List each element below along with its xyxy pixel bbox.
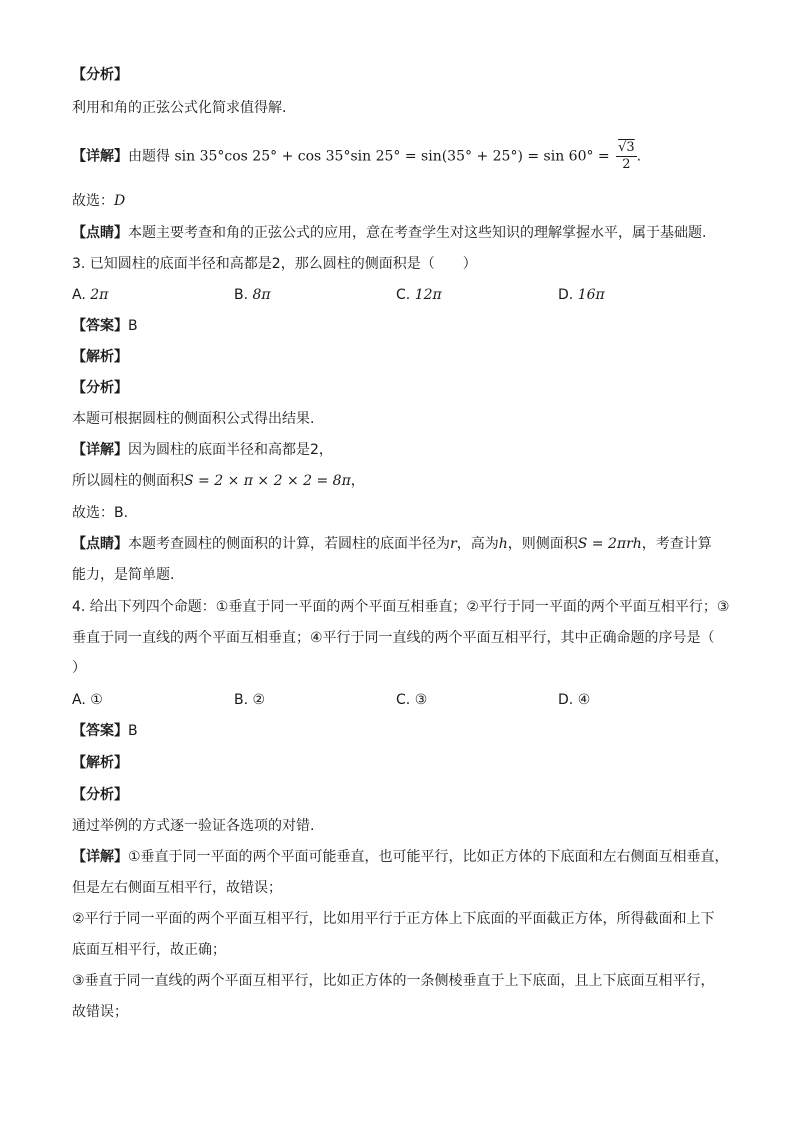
q3-detail-line [72, 439, 754, 461]
option-value: ② [252, 692, 266, 708]
detail-formula: sin 35°cos 25° + cos 35°sin 25° = sin(35° + 25°) = sin 60° = [174, 148, 610, 165]
option-value: 12π [414, 287, 442, 303]
answer-tag: 【答案】 [72, 723, 128, 739]
point-text: ，则侧面积 [507, 536, 578, 552]
q4-detail-line-2: ②平行于同一平面的两个平面互相平行，比如用平行于正方体上下底面的平面截正方体，所得截面和上下 [72, 911, 715, 927]
analysis-text: 利用和角的正弦公式化简求值得解. [72, 100, 287, 116]
option-letter: C. [396, 287, 411, 303]
q3-detail-line-2 [72, 470, 754, 492]
option-value: 8π [252, 287, 271, 303]
q3-answer-line [72, 315, 754, 337]
answer-value: B [128, 723, 138, 739]
detail-tag: 【详解】 [72, 442, 128, 458]
option-letter: D. [558, 287, 574, 303]
option-letter: A. [72, 287, 86, 303]
q3-option-c [396, 284, 442, 306]
detail-lead: 由题得 [128, 148, 170, 165]
option-letter: B. [234, 692, 249, 708]
option-letter: C. [396, 692, 411, 708]
analysis-tag: 【分析】 [72, 380, 128, 396]
option-value: ③ [414, 692, 428, 708]
analysis-tag: 【分析】 [72, 67, 128, 83]
q3-point-line-2: 能力，是简单题. [72, 567, 175, 583]
point-tag: 【点睛】 [72, 536, 128, 552]
q3-point-line [72, 533, 754, 555]
q3-option-a [72, 284, 108, 306]
fraction-denominator: 2 [622, 157, 631, 172]
q4-option-c [396, 689, 427, 711]
q4-detail-line-2b: 底面互相平行，故正确； [72, 942, 226, 958]
q4-option-b [234, 689, 265, 711]
explain-tag: 【解析】 [72, 349, 128, 365]
detail-text: 因为圆柱的底面半径和高都是2， [128, 442, 333, 458]
lateral-area-formula: S = 2πrh [577, 536, 642, 552]
radius-symbol: r [450, 536, 457, 552]
point-text: ，高为 [456, 536, 499, 552]
q3-option-b [234, 284, 271, 306]
area-formula: S = 2 × π × 2 × 2 = 8π [184, 473, 351, 489]
detail-line [72, 140, 754, 173]
choose-value: D [114, 193, 126, 209]
detail-tag: 【详解】 [72, 849, 128, 865]
q4-answer-line [72, 720, 754, 742]
detail-tag: 【详解】 [72, 148, 128, 165]
q4-detail-line-1 [72, 846, 754, 868]
option-value: 16π [577, 287, 605, 303]
height-symbol: h [498, 536, 508, 552]
q4-detail-line-3: ③垂直于同一直线的两个平面互相平行，比如正方体的一条侧棱垂直于上下底面，且上下底面互相平行， [72, 973, 715, 989]
q4-detail-line-1b: 但是左右侧面互相平行，故错误； [72, 880, 282, 896]
option-value: 2π [90, 287, 109, 303]
explain-tag: 【解析】 [72, 755, 128, 771]
detail-end: ， [350, 473, 365, 489]
q3-option-d [558, 284, 605, 306]
point-line [72, 222, 754, 244]
q4-explain-heading [72, 752, 754, 774]
q4-option-a [72, 689, 103, 711]
q4-stem-line-1: 4. 给出下列四个命题：①垂直于同一平面的两个平面互相垂直；②平行于同一平面的两个平面互相平行；③ [72, 599, 730, 615]
option-value: ④ [577, 692, 591, 708]
q3-choose-line: 故选：B. [72, 505, 129, 521]
choose-line [72, 190, 754, 212]
q3-analysis-heading [72, 377, 754, 399]
detail-text: ①垂直于同一平面的两个平面可能垂直，也可能平行，比如正方体的下底面和左右侧面互相垂直， [128, 849, 729, 865]
option-value: ① [90, 692, 103, 708]
q4-option-d [558, 689, 590, 711]
option-letter: A. [72, 692, 86, 708]
option-letter: B. [234, 287, 249, 303]
q4-stem-line-3: ） [72, 660, 86, 676]
fraction-numerator: √3 [618, 140, 635, 155]
choose-text: 故选： [72, 193, 114, 209]
q4-analysis-text: 通过举例的方式逐一验证各选项的对错. [72, 818, 315, 834]
detail-end: . [636, 148, 642, 165]
q3-stem: 3. 已知圆柱的底面半径和高都是2，那么圆柱的侧面积是（ ） [72, 256, 477, 272]
analysis-heading [72, 64, 754, 86]
sqrt3-over-2-fraction [616, 140, 637, 173]
q4-detail-line-3b: 故错误； [72, 1004, 128, 1020]
answer-value: B [128, 318, 138, 334]
point-text: ，考查计算 [641, 536, 712, 552]
q3-analysis-text: 本题可根据圆柱的侧面积公式得出结果. [72, 411, 315, 427]
analysis-tag: 【分析】 [72, 787, 128, 803]
q3-explain-heading [72, 346, 754, 368]
point-tag: 【点睛】 [72, 225, 128, 241]
q4-analysis-heading [72, 784, 754, 806]
option-letter: D. [558, 692, 574, 708]
detail-lead: 所以圆柱的侧面积 [72, 473, 184, 489]
answer-tag: 【答案】 [72, 318, 128, 334]
point-text: 本题主要考查和角的正弦公式的应用，意在考查学生对这些知识的理解掌握水平，属于基础题. [128, 225, 707, 241]
q4-stem-line-2: 垂直于同一直线的两个平面互相垂直；④平行于同一直线的两个平面互相平行，其中正确命题的序号是（ [72, 630, 715, 646]
point-text: 本题考查圆柱的侧面积的计算，若圆柱的底面半径为 [128, 536, 450, 552]
